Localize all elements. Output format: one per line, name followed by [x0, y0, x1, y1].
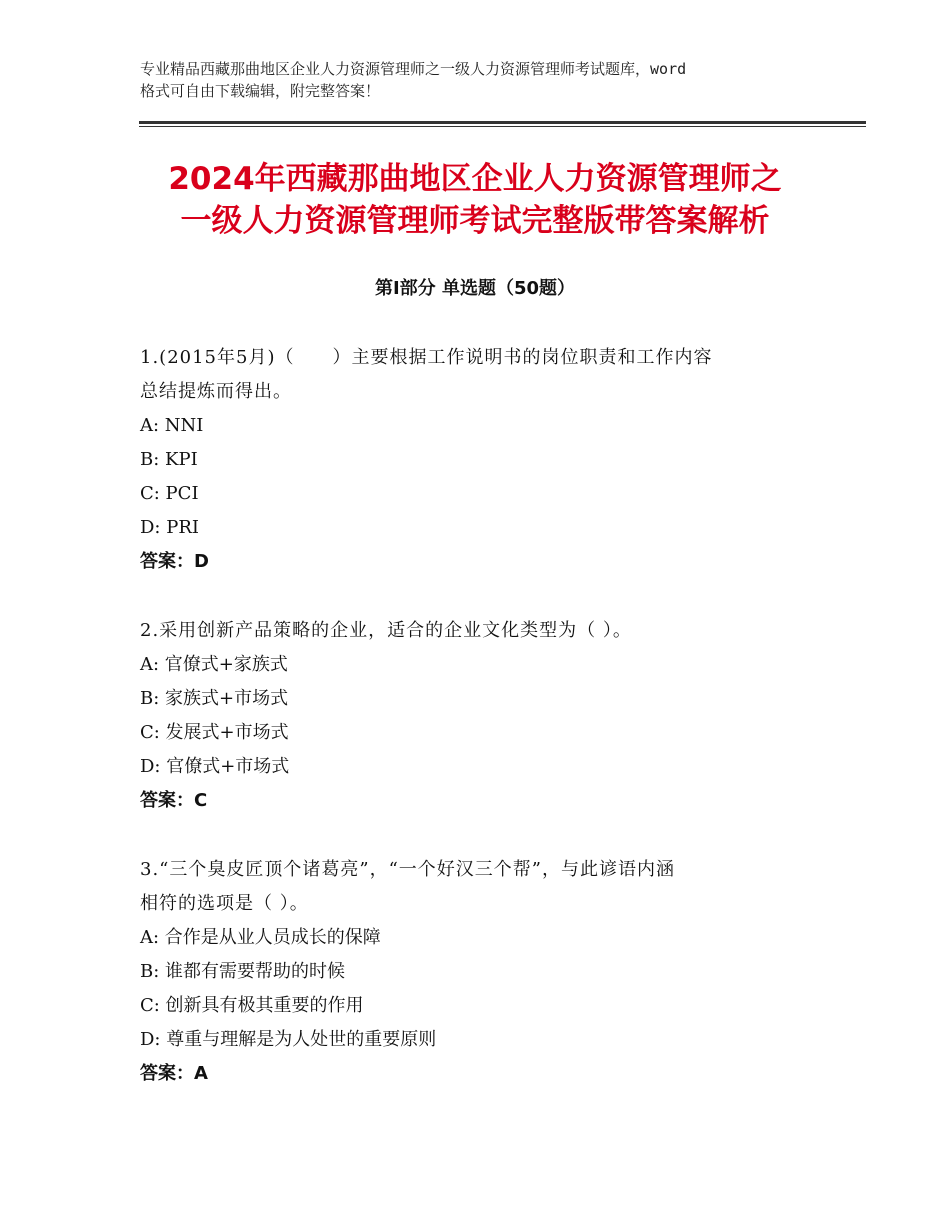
option-d: D: PRI [140, 517, 199, 538]
question-stem-line-2: 总结提炼而得出。 [140, 381, 292, 402]
option-a: A: 官僚式+家族式 [140, 654, 288, 675]
option-c: C: PCI [140, 483, 199, 504]
option-b: B: 谁都有需要帮助的时候 [140, 961, 346, 982]
question-3 [140, 853, 820, 1091]
header-note [140, 58, 820, 102]
option-d: D: 官僚式+市场式 [140, 756, 290, 777]
option-b: B: 家族式+市场式 [140, 688, 289, 709]
option-b: B: KPI [140, 449, 198, 470]
header-divider-thin [139, 126, 866, 127]
question-stem-line-1: 2.采用创新产品策略的企业，适合的企业文化类型为（ ）。 [140, 620, 632, 641]
header-note-line-2: 格式可自由下载编辑，附完整答案！ [140, 82, 381, 100]
document-title-line-1: 2024年西藏那曲地区企业人力资源管理师之 [168, 161, 782, 197]
answer: 答案：A [140, 1063, 208, 1084]
question-1 [140, 341, 820, 579]
option-a: A: NNI [140, 415, 204, 436]
option-c: C: 发展式+市场式 [140, 722, 289, 743]
option-d: D: 尊重与理解是为人处世的重要原则 [140, 1029, 437, 1050]
question-stem-line-1: 1.(2015年5月)（ ）主要根据工作说明书的岗位职责和工作内容 [140, 347, 713, 368]
document-title-line-2: 一级人力资源管理师考试完整版带答案解析 [180, 203, 770, 239]
section-title: 第Ⅰ部分 单选题（50题） [374, 278, 575, 299]
question-stem-line-2: 相符的选项是（ ）。 [140, 893, 309, 914]
question-2 [140, 614, 820, 818]
document-title [100, 158, 850, 242]
option-a: A: 合作是从业人员成长的保障 [140, 927, 381, 948]
question-stem-line-1: 3.“三个臭皮匠顶个诸葛亮”，“一个好汉三个帮”，与此谚语内涵 [140, 859, 675, 880]
header-divider-thick [139, 121, 866, 124]
answer: 答案：D [140, 551, 209, 572]
header-note-line-1: 专业精品西藏那曲地区企业人力资源管理师之一级人力资源管理师考试题库，word [140, 60, 687, 78]
answer: 答案：C [140, 790, 208, 811]
option-c: C: 创新具有极其重要的作用 [140, 995, 364, 1016]
